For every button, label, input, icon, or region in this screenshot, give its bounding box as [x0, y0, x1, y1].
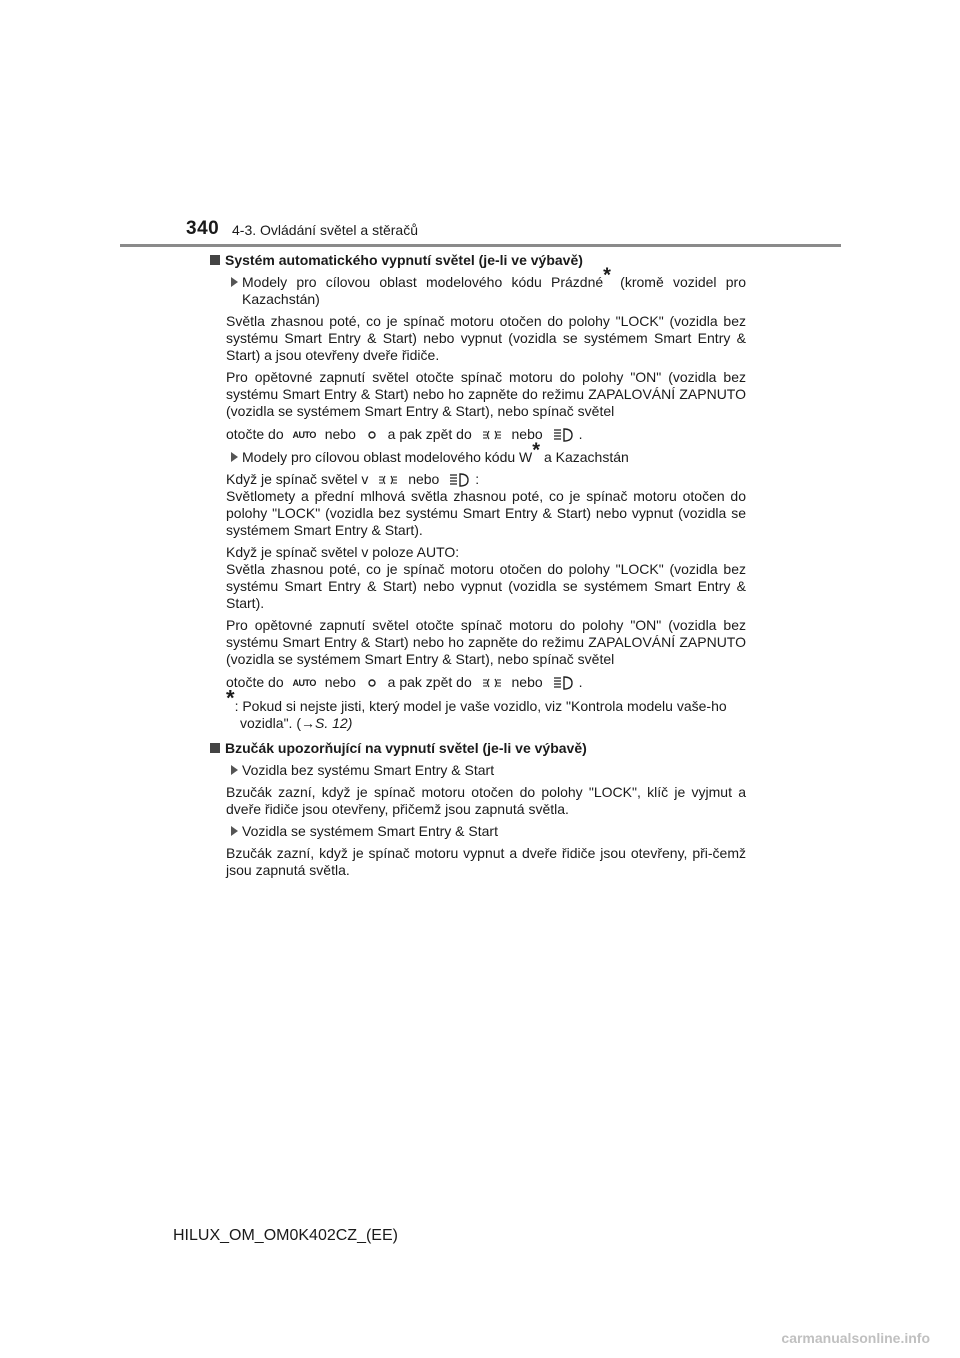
parking-light-icon	[481, 428, 503, 442]
triangle-bullet-icon	[231, 826, 238, 836]
paragraph: Světla zhasnou poté, co je spínač motoru otočen do polohy "LOCK" (vozidla bez systému Smart Entry & Start) nebo vypnut (vozidla se systémem Smart Entry & Start).	[226, 561, 746, 612]
section-title: 4-3. Ovládání světel a stěračů	[232, 222, 418, 238]
paragraph: Pro opětovné zapnutí světel otočte spínač motoru do polohy "ON" (vozidla bez systému Smart Entry & Start) nebo ho zapněte do režimu ZAPALOVÁNÍ ZAPNUTO (vozidla se systémem Smart Entry & Start), nebo spínač světel	[226, 617, 746, 668]
document-code: HILUX_OM_OM0K402CZ_(EE)	[173, 1227, 398, 1244]
paragraph: Pro opětovné zapnutí světel otočte spínač motoru do polohy "ON" (vozidla bez systému Smart Entry & Start) nebo ho zapněte do režimu ZAPALOVÁNÍ ZAPNUTO (vozidla se systémem Smart Entry & Start), nebo spínač světel	[226, 369, 746, 419]
paragraph: Bzučák zazní, když je spínač motoru vypnut a dveře řidiče jsou otevřeny, při-čemž jsou zapnutá světla.	[226, 844, 746, 878]
page-number: 340	[186, 218, 220, 239]
footnote: *: Pokud si nejste jisti, který model je vaše vozidlo, viz "Kontrola modelu vaše-ho vozidla". (→S. 12)	[226, 685, 727, 731]
switch-instruction: otočte do AUTO nebo a pak zpět do nebo .	[226, 426, 583, 442]
paragraph: Světlomety a přední mlhová světla zhasnou poté, co je spínač motoru otočen do polohy "LOCK" (vozidla bez systému Smart Entry & Start) nebo vypnut (vozidla se systémem Smart Entry & Start).	[226, 488, 746, 539]
section2-heading: Bzučák upozorňující na vypnutí světel (je-li ve výbavě)	[210, 740, 746, 757]
off-light-icon	[365, 428, 379, 442]
headlight-icon	[552, 675, 574, 691]
parking-light-icon	[481, 676, 503, 690]
list-item: Modely pro cílovou oblast modelového kódu W* a Kazachstán	[226, 449, 746, 466]
triangle-bullet-icon	[231, 277, 238, 287]
list-item: Modely pro cílovou oblast modelového kódu Prázdné* (kromě vozidel pro Kazachstán)	[226, 274, 746, 308]
triangle-bullet-icon	[231, 765, 238, 775]
paragraph: Když je spínač světel v nebo :	[226, 470, 480, 487]
auto-light-icon: AUTO	[292, 429, 316, 440]
watermark: carmanualsonline.info	[781, 1330, 930, 1346]
off-light-icon	[365, 676, 379, 690]
headlight-icon	[448, 472, 470, 488]
page-reference-link[interactable]: →S. 12)	[301, 714, 353, 731]
square-bullet-icon	[210, 255, 220, 265]
paragraph: Světla zhasnou poté, co je spínač motoru otočen do polohy "LOCK" (vozidla bez systému Smart Entry & Start) nebo vypnut (vozidla se systémem Smart Entry & Start) a jsou otevřeny dveře řidiče.	[226, 313, 746, 363]
page-content	[210, 252, 746, 884]
switch-instruction: otočte do AUTO nebo a pak zpět do nebo .	[226, 674, 583, 691]
headlight-icon	[552, 427, 574, 443]
triangle-bullet-icon	[231, 452, 238, 462]
header-divider	[120, 244, 841, 247]
paragraph: Když je spínač světel v poloze AUTO:	[226, 544, 460, 561]
paragraph: Bzučák zazní, když je spínač motoru otočen do polohy "LOCK", klíč je vyjmut a dveře řidiče jsou otevřeny, přičemž jsou zapnutá světla.	[226, 783, 746, 817]
auto-light-icon: AUTO	[292, 677, 316, 688]
section1-heading: Systém automatického vypnutí světel (je-li ve výbavě)	[210, 252, 746, 269]
parking-light-icon	[377, 473, 399, 487]
list-item: Vozidla se systémem Smart Entry & Start	[226, 823, 746, 840]
list-item: Vozidla bez systému Smart Entry & Start	[226, 762, 746, 779]
square-bullet-icon	[210, 743, 220, 753]
